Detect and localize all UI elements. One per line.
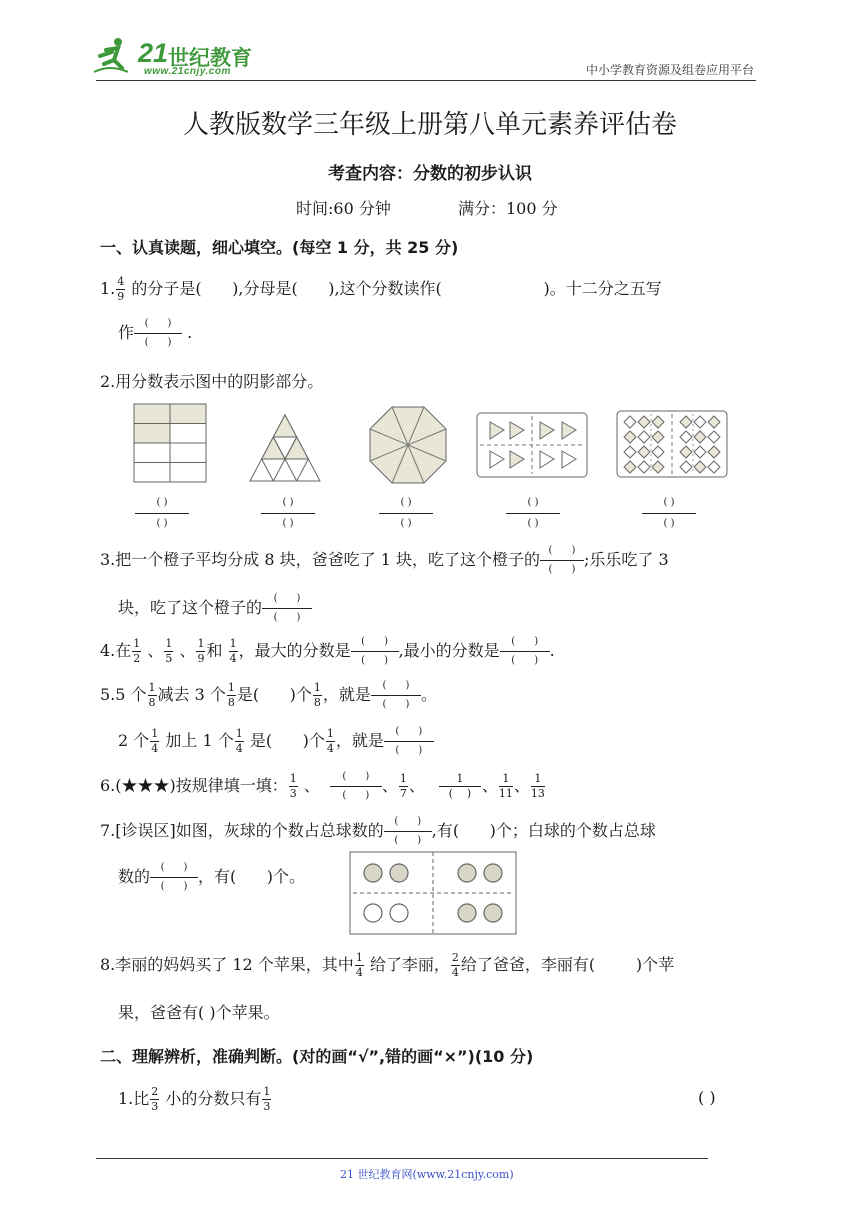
fraction: $\frac{1}{3}$ [263,1085,271,1113]
answer-fraction-blank[interactable]: ( ) ( ) [262,593,312,624]
question-1-1-cont: 作 ( ) ( ) . [118,318,193,348]
answer-fraction-blank[interactable]: ( ) ( ) [134,318,182,349]
fraction: $\frac{1}{8}$ [148,681,156,709]
fraction: $\frac{1}{4}$ [326,727,334,755]
logo-number: 21 [138,38,169,68]
fraction: $\frac{1}{11}$ [498,772,513,800]
runner-logo-icon [92,36,130,76]
figure-diamonds-box [616,410,728,478]
page-title: 人教版数学三年级上册第八单元素养评估卷 [182,110,677,140]
figure-rectangle-grid [133,403,207,483]
fraction: $\frac{1}{7}$ [399,772,407,800]
fraction: $\frac{1}{9}$ [197,637,205,665]
subtitle: 考查内容：分数的初步认识 [328,164,532,184]
answer-fraction-blank[interactable]: ( ) ( ) [540,545,584,576]
answer-fraction-blank[interactable]: ( ) ( ) [642,497,696,530]
question-1-8-cont: 果，爸爸有( )个苹果。 [118,1003,280,1022]
fraction: $\frac{1}{8}$ [227,681,235,709]
question-1-1: 1. $\frac{4}{9}$ 的分子是( ),分母是( ),这个分数读作( )。十二分之五写 [100,275,662,303]
answer-fraction-blank[interactable]: ( ) ( ) [261,497,315,530]
full-score: 满分：100 分 [458,199,558,218]
question-1-3-cont: 块，吃了这个橙子的 ( ) ( ) [118,593,312,624]
answer-fraction-blank[interactable]: ( ) ( ) [135,497,189,530]
answer-fraction-blank[interactable]: ( ) ( ) [371,680,421,711]
figure-triangles-box [476,412,588,478]
footer-text: 21 世纪教育网(www.21cnjy.com) [340,1168,514,1181]
section-1-heading: 一、认真读题，细心填空。(每空 1 分，共 25 分) [100,238,459,257]
judgement-answer-paren[interactable]: ( ) [698,1088,716,1107]
exam-time: 时间:60 分钟 [296,199,391,218]
fraction: $\frac{1}{4}$ [235,727,243,755]
footer-divider [96,1158,708,1159]
fraction: $\frac{1}{4}$ [355,951,363,979]
fraction: $\frac{1}{4}$ [229,637,237,665]
question-1-3: 3.把一个橙子平均分成 8 块，爸爸吃了 1 块，吃了这个橙子的 ( ) ( ) ;乐乐吃了 3 [100,545,669,575]
question-1-4: 4.在 $\frac{1}{2}$ 、 $\frac{1}{5}$ 、 $\frac{1}{9}$ 和 $\frac{1}{4}$ ，最大的分数是 ( ) ( ) ,最小的分数是 ( ) ( ) . [100,636,555,666]
question-1-8: 8.李丽的妈妈买了 12 个苹果，其中 $\frac{1}{4}$ 给了李丽， $\frac{2}{4}$ 给了爸爸，李丽有( )个苹 [100,951,675,979]
question-1-7: 7.[诊误区]如图，灰球的个数占总球数的 ( ) ( ) ,有( )个；白球的个数占总球 [100,816,656,846]
platform-name: 中小学教育资源及组卷应用平台 [585,63,754,77]
answer-fraction-blank[interactable]: ( ) ( ) [500,636,550,667]
figure-triangle [248,413,322,483]
question-1-5-part-2: 2 个 $\frac{1}{4}$ 加上 1 个 $\frac{1}{4}$ 是( )个 $\frac{1}{4}$ ，就是 ( ) ( ) [118,726,434,757]
answer-fraction-blank[interactable]: ( ) ( ) [379,497,433,530]
fraction: $\frac{1}{5}$ [165,637,173,665]
fraction: $\frac{2}{3}$ [151,1085,159,1113]
answer-fraction-blank[interactable]: ( ) ( ) [150,862,198,893]
answer-fraction-blank[interactable]: ( ) ( ) [351,636,399,667]
question-2-1: 1.比 $\frac{2}{3}$ 小的分数只有 $\frac{1}{3}$ [118,1085,271,1113]
fraction: $\frac{2}{4}$ [451,951,459,979]
fraction: $\frac{1}{13}$ [530,772,545,800]
figure-octagon [368,405,448,485]
question-1-2: 2.用分数表示图中的阴影部分。 [100,372,324,391]
logo-url: www.21cnjy.com [144,66,231,77]
question-1-7-cont: 数的 ( ) ( ) ，有( )个。 [118,862,306,892]
fraction: $\frac{1}{2}$ [133,637,141,665]
figure-balls-box [349,851,517,935]
answer-fraction-blank[interactable]: ( ) ( ) [330,771,382,802]
fraction: $\frac{1}{4}$ [151,727,159,755]
answer-fraction-blank[interactable]: ( ) ( ) [384,816,432,847]
answer-denominator-blank[interactable]: $\frac{1}{( )}$ [439,773,481,800]
question-1-5: 5.5 个 $\frac{1}{8}$ 减去 3 个 $\frac{1}{8}$ 是( )个 $\frac{1}{8}$ ，就是 ( ) ( ) 。 [100,680,437,710]
logo-text: 世纪教育 [168,46,252,70]
logo [92,36,262,80]
section-2-heading: 二、理解辨析，准确判断。(对的画“√”,错的画“×”)(10 分) [100,1047,534,1066]
question-1-6: 6.(★★★)按规律填一填： $\frac{1}{3}$ 、 ( ) ( ) 、 $\frac{1}{7}$ 、 $\frac{1}{( )}$ 、 $\frac{1}{11}$ 、 $\frac{1}{13}$ [100,771,545,801]
answer-fraction-blank[interactable]: ( ) ( ) [384,726,434,757]
header-divider [96,80,756,81]
fraction: $\frac{1}{8}$ [313,681,321,709]
fraction: $\frac{1}{3}$ [289,772,297,800]
fraction: $\frac{4}{9}$ [117,275,125,303]
answer-fraction-blank[interactable]: ( ) ( ) [506,497,560,530]
